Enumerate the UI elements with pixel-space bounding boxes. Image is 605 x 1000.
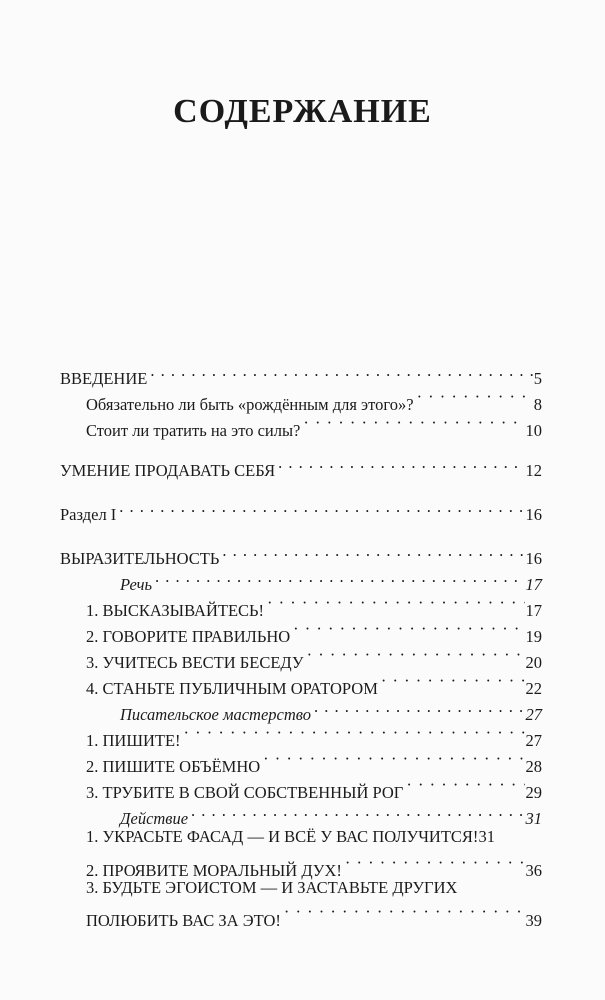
toc-leader-dots <box>312 694 525 720</box>
toc-entry-label: ВЫРАЗИТЕЛЬНОСТЬ <box>60 549 220 568</box>
toc-entry-label: 1. ПИШИТЕ! <box>86 731 181 750</box>
toc-leader-dots <box>189 798 524 824</box>
toc-entry-label: Действие <box>120 809 189 828</box>
toc-page-number: 31 <box>525 809 542 828</box>
toc-leader-dots <box>117 494 524 520</box>
toc-leader-dots <box>265 590 525 616</box>
toc-leader-dots <box>153 564 525 590</box>
toc-entry-label: Писательское мастерство <box>120 705 311 724</box>
toc-leader-dots <box>301 410 524 436</box>
toc-entry-selling-yourself[interactable] <box>60 450 542 480</box>
toc-leader-dots <box>282 900 525 926</box>
toc-page-number: 22 <box>525 679 542 698</box>
toc-entry-label-line2: ПОЛЮБИТЬ ВАС ЗА ЭТО! <box>86 911 281 930</box>
toc-page-number: 39 <box>525 911 542 930</box>
toc-leader-dots <box>305 642 525 668</box>
toc-page-number: 17 <box>525 575 542 594</box>
toc-leader-dots <box>291 616 524 642</box>
toc-entry-label: Раздел I <box>60 505 117 524</box>
toc-leader-dots <box>415 384 533 410</box>
toc-entry-egoist[interactable] <box>60 876 542 930</box>
toc-entry-label: 2. ГОВОРИТЕ ПРАВИЛЬНО <box>86 627 291 646</box>
toc-page-number: 31 <box>478 827 495 846</box>
toc-entry-label: 2. ПИШИТЕ ОБЪЁМНО <box>86 757 261 776</box>
page-title: СОДЕРЖАНИЕ <box>173 92 432 130</box>
toc-leader-dots <box>404 772 524 798</box>
toc-entry-label: 1. УКРАСЬТЕ ФАСАД — И ВСЁ У ВАС ПОЛУЧИТСЯ! <box>86 827 479 846</box>
toc-entry-label: 3. УЧИТЕСЬ ВЕСТИ БЕСЕДУ <box>86 653 304 672</box>
toc-page-number: 16 <box>525 505 542 524</box>
toc-leader-dots <box>343 850 525 876</box>
toc-page-number: 27 <box>525 731 542 750</box>
toc-leader-dots <box>276 450 524 476</box>
toc-entry-expressiveness[interactable] <box>60 538 542 568</box>
toc-entry-label: 1. ВЫСКАЗЫВАЙТЕСЬ! <box>86 601 264 620</box>
toc-entry-label-line1: 3. БУДЬТЕ ЭГОИСТОМ — И ЗАСТАВЬТЕ ДРУГИХ <box>86 878 458 897</box>
toc-page-number: 28 <box>525 757 542 776</box>
toc-entry-label: Стоит ли тратить на это силы? <box>86 421 301 440</box>
toc-page-number: 5 <box>533 369 542 388</box>
toc-page-number: 20 <box>525 653 542 672</box>
toc-entry-facade[interactable] <box>60 824 542 850</box>
toc-page-number: 8 <box>533 395 542 414</box>
toc-entry-morale[interactable] <box>60 850 542 880</box>
toc-entry-label: ВВЕДЕНИЕ <box>60 369 148 388</box>
toc-entry-label: УМЕНИЕ ПРОДАВАТЬ СЕБЯ <box>60 461 276 480</box>
toc-entry-section-1[interactable] <box>60 494 542 524</box>
toc-leader-dots <box>148 358 532 384</box>
toc-page-number: 17 <box>525 601 542 620</box>
toc-leader-dots <box>261 746 524 772</box>
toc-page-number: 16 <box>525 549 542 568</box>
toc-page-number: 12 <box>525 461 542 480</box>
toc-entry-label: Речь <box>120 575 152 594</box>
toc-leader-dots <box>379 668 525 694</box>
toc-entry-introduction[interactable] <box>60 358 542 388</box>
toc-page-number: 29 <box>525 783 542 802</box>
toc-page-number: 27 <box>525 705 542 724</box>
toc-page-number: 36 <box>525 861 542 880</box>
toc-page-number: 19 <box>525 627 542 646</box>
toc-entry-label: 3. ТРУБИТЕ В СВОЙ СОБСТВЕННЫЙ РОГ <box>86 783 404 802</box>
toc-entry-label: 4. СТАНЬТЕ ПУБЛИЧНЫМ ОРАТОРОМ <box>86 679 378 698</box>
toc-page-number: 10 <box>525 421 542 440</box>
toc-entry-label: Обязательно ли быть «рождённым для этого»? <box>86 395 414 414</box>
toc-entry-label: 2. ПРОЯВИТЕ МОРАЛЬНЫЙ ДУХ! <box>86 861 342 880</box>
table-of-contents <box>60 358 542 930</box>
toc-leader-dots <box>220 538 524 564</box>
toc-leader-dots <box>182 720 525 746</box>
